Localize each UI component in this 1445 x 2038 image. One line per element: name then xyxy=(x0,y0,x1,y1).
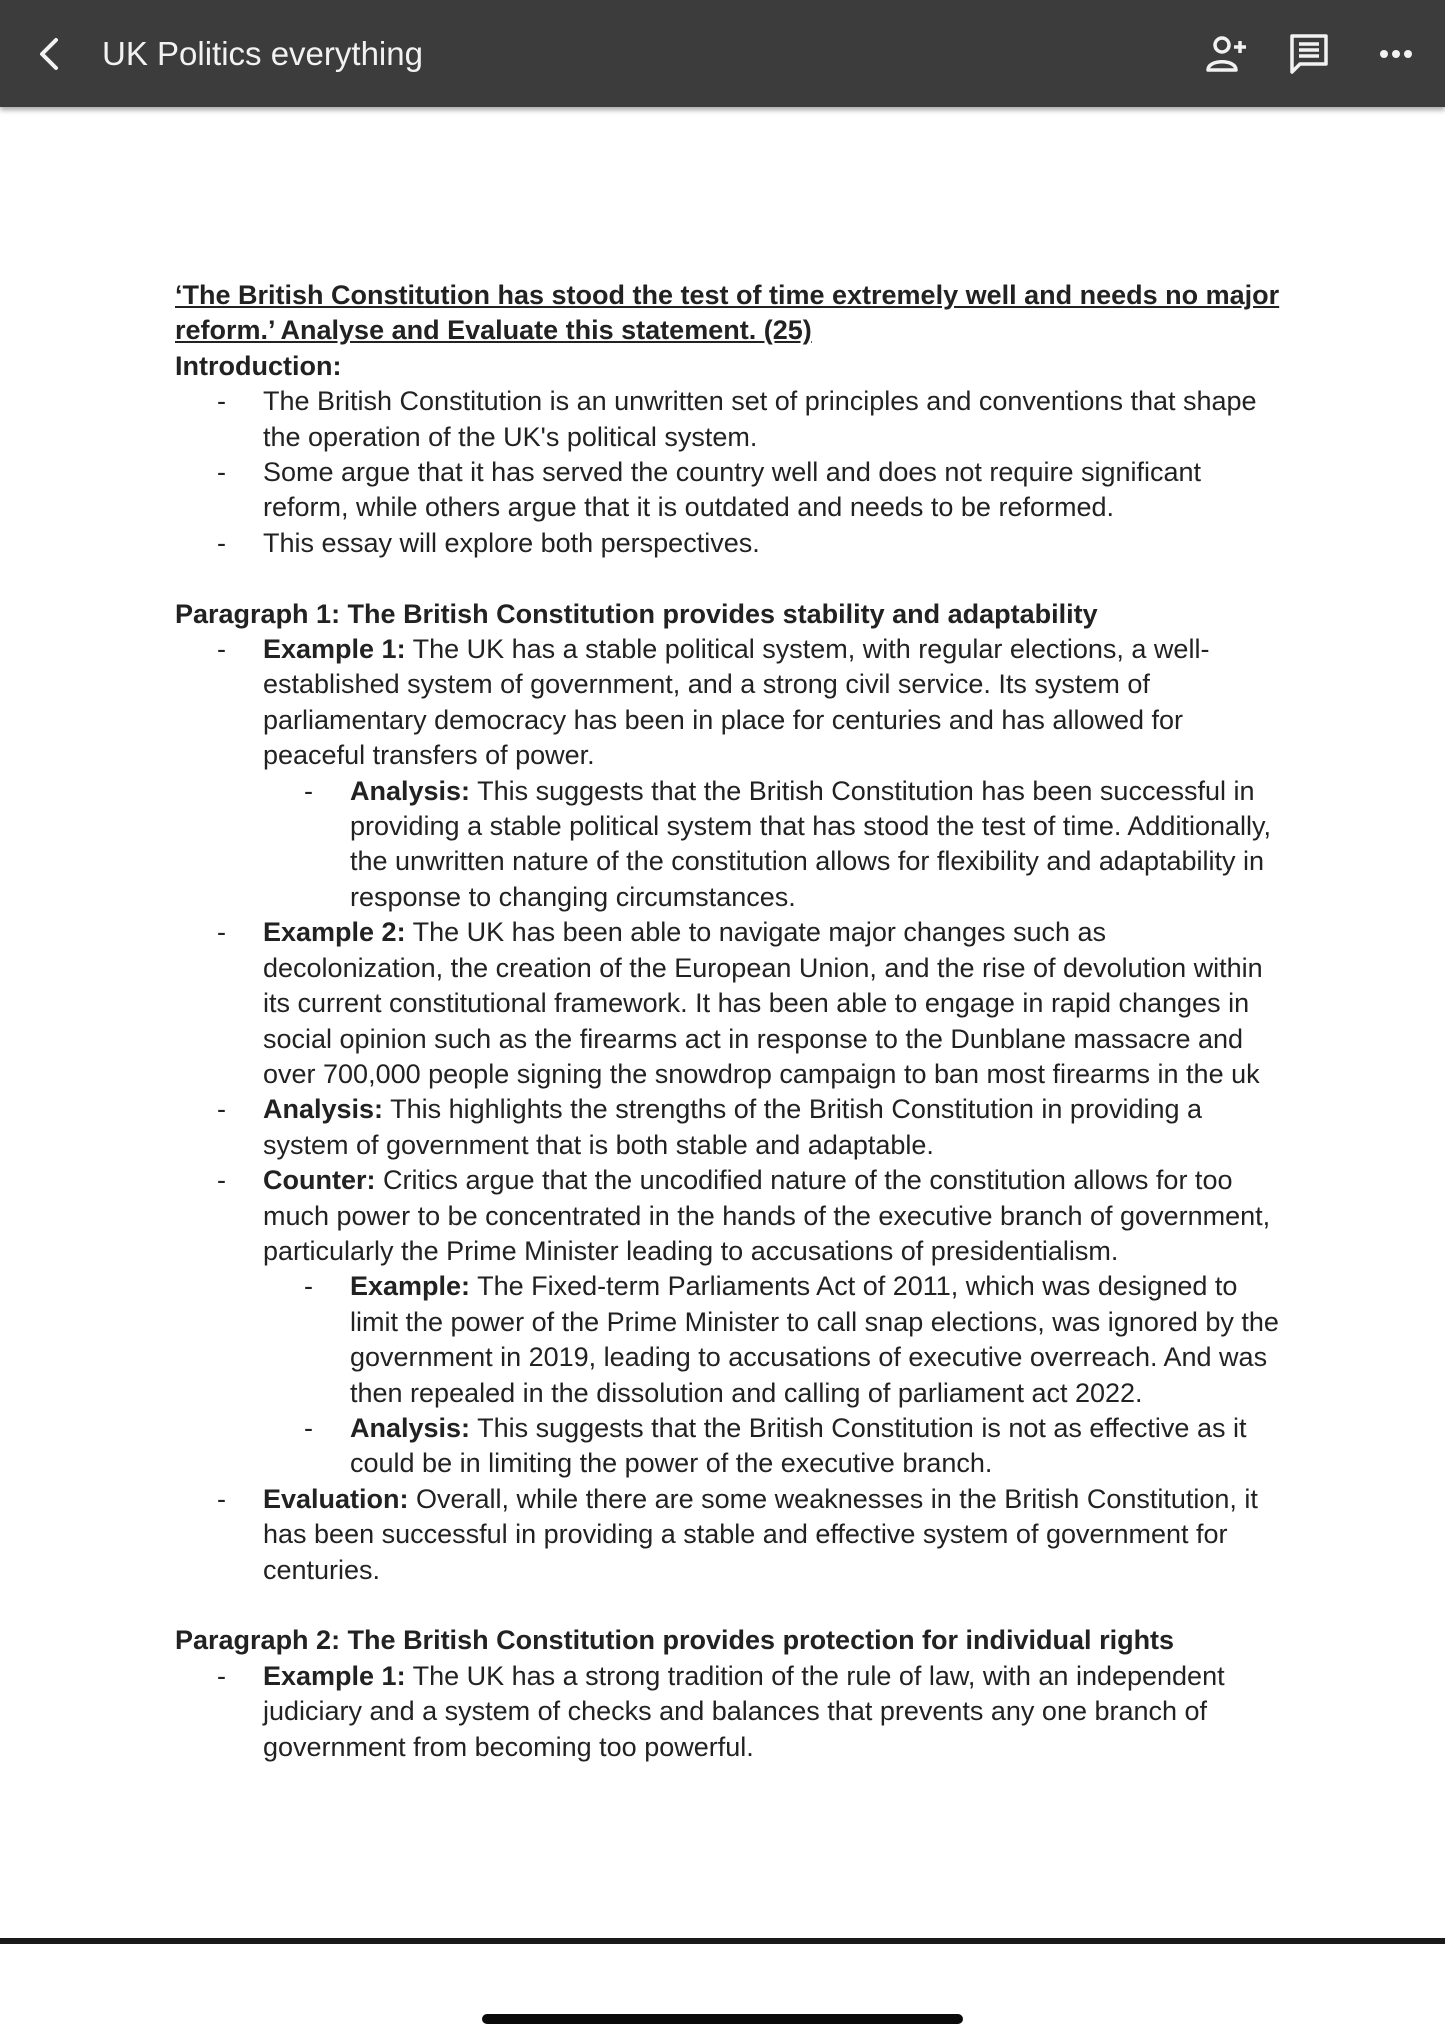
list-bullet: - xyxy=(217,1094,226,1125)
list-bullet: - xyxy=(217,457,226,488)
item-label: Counter: xyxy=(263,1165,376,1196)
item-label: Example 2: xyxy=(263,917,406,948)
item-label: Example 1: xyxy=(263,1660,406,1691)
list-item xyxy=(175,774,1285,916)
list-item-text: Some argue that it has served the country well and does not require significant reform, while others argue that it is outdated and needs to be reformed. xyxy=(263,457,1202,523)
list-bullet: - xyxy=(304,1412,313,1443)
list-bullet: - xyxy=(217,634,226,665)
list-item xyxy=(175,1163,1285,1269)
add-person-icon xyxy=(1202,30,1250,78)
list-item xyxy=(175,1482,1285,1588)
document-body xyxy=(175,278,1285,1765)
list-item-text: This highlights the strengths of the British Constitution in providing a system of government that is both stable and adaptable. xyxy=(263,1094,1203,1160)
list-item-text: This essay will explore both perspectives. xyxy=(263,527,760,558)
list-item xyxy=(175,1092,1285,1163)
item-label: Example: xyxy=(350,1271,471,1302)
blank-line xyxy=(175,561,1285,596)
list-item xyxy=(175,455,1285,526)
list-item xyxy=(175,1659,1285,1765)
item-label: Analysis: xyxy=(350,1412,471,1443)
list-item xyxy=(175,632,1285,774)
list-item-text: Overall, while there are some weaknesses in the British Constitution, it has been successful in providing a stable and effective system of government for centuries. xyxy=(263,1483,1258,1585)
list-bullet: - xyxy=(217,1660,226,1691)
list-item-text: The UK has been able to navigate major changes such as decolonization, the creation of the European Union, and the rise of devolution within its current constitutional framework. It has been able to engage in rapid changes in social opinion such as the firearms act in response to the Dunblane massacre and over 700,000 people signing the snowdrop campaign to ban most firearms in the uk xyxy=(263,917,1263,1089)
home-indicator[interactable] xyxy=(482,2014,963,2024)
essay-question xyxy=(175,278,1285,349)
list-item-text: The Fixed-term Parliaments Act of 2011, which was designed to limit the power of the Prime Minister to call snap elections, was ignored by the government in 2019, leading to accusations of executive overreach. And was then repealed in the dissolution and calling of parliament act 2022. xyxy=(350,1271,1279,1408)
list-bullet: - xyxy=(217,527,226,558)
item-label: Analysis: xyxy=(350,775,471,806)
list-bullet: - xyxy=(217,1483,226,1514)
document-title: UK Politics everything xyxy=(102,35,423,72)
list-bullet: - xyxy=(304,1271,313,1302)
list-item-text: The UK has a strong tradition of the rule of law, with an independent judiciary and a system of checks and balances that prevents any one branch of government from becoming too powerful. xyxy=(263,1660,1225,1762)
comment-icon xyxy=(1285,30,1333,78)
item-label: Evaluation: xyxy=(263,1483,409,1514)
app-header xyxy=(0,0,1445,107)
list-item xyxy=(175,384,1285,455)
share-button[interactable] xyxy=(1202,30,1250,78)
list-item-text: Critics argue that the uncodified nature of the constitution allows for too much power to be concentrated in the hands of the executive branch of government, particularly the Prime Minister leading to accusations of presidentialism. xyxy=(263,1165,1271,1266)
comments-button[interactable] xyxy=(1285,30,1333,78)
list-item xyxy=(175,526,1285,561)
more-horizontal-icon xyxy=(1372,30,1420,78)
list-item-text: The British Constitution is an unwritten set of principles and conventions that shape the operation of the UK's political system. xyxy=(263,386,1257,452)
chevron-left-icon xyxy=(28,30,72,78)
bottom-divider xyxy=(0,1938,1445,1944)
list-bullet: - xyxy=(304,775,313,806)
paragraph-2-title: Paragraph 2: The British Constitution provides protection for individual rights xyxy=(175,1625,1175,1656)
list-bullet: - xyxy=(217,1165,226,1196)
introduction-title: Introduction: xyxy=(175,350,342,381)
list-item-text: This suggests that the British Constitution is not as effective as it could be in limiting the power of the executive branch. xyxy=(350,1412,1247,1479)
back-button[interactable] xyxy=(28,30,72,78)
list-item-text: The UK has a stable political system, with regular elections, a well-established system of government, and a strong civil service. Its system of parliamentary democracy has been in place for centuries and has allowed for peaceful transfers of power. xyxy=(263,634,1210,771)
list-item xyxy=(175,915,1285,1092)
blank-line xyxy=(175,1588,1285,1623)
list-bullet: - xyxy=(217,386,226,417)
list-bullet: - xyxy=(217,917,226,948)
item-label: Analysis: xyxy=(263,1094,384,1125)
item-label: Example 1: xyxy=(263,634,406,665)
list-item-text: This suggests that the British Constitution has been successful in providing a stable political system that has stood the test of time. Additionally, the unwritten nature of the constitution allows for flexibility and adaptability in response to changing circumstances. xyxy=(350,775,1271,912)
list-item xyxy=(175,1411,1285,1482)
list-item xyxy=(175,1269,1285,1411)
essay-question-line-1: ‘The British Constitution has stood the test of time extremely well and needs no major xyxy=(175,280,1280,310)
more-options-button[interactable] xyxy=(1372,30,1420,78)
essay-question-line-2: reform.’ Analyse and Evaluate this statement. (25) xyxy=(175,315,812,346)
paragraph-1-title: Paragraph 1: The British Constitution provides stability and adaptability xyxy=(175,598,1098,629)
